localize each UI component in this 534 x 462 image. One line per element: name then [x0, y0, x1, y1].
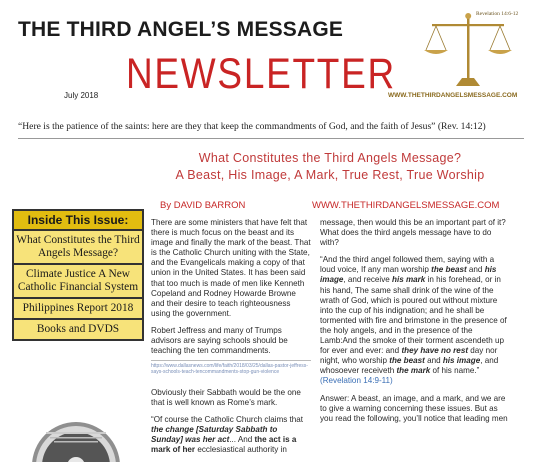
scales-label: Revelation 14:6-12 [476, 11, 518, 17]
scripture-reference: (Revelation 14:9-11) [320, 376, 393, 386]
paragraph: Robert Jeffress and many of Trumps advisors are saying schools should be teaching the ten commandments. [151, 325, 288, 356]
article-column-1 [151, 218, 311, 462]
headline-line-1: What Constitutes the Third Angels Message? [198, 151, 462, 165]
article-link[interactable]: https://www.dallasnews.com/life/faith/2018/03/25/dallas-pastor-jeffress-says-schools-teach-tencommandments-stop-gun-violence [151, 363, 308, 376]
paragraph: “Of course the Catholic Church claims that the change [Saturday Sabbath to Sunday] was her act... And the act is a mark of her ecclesiastical authority in [151, 414, 304, 455]
scripture-verse: “Here is the patience of the saints: here are they that keep the commandments of God, and the faith of Jesus” (Rev. 14:12) [18, 121, 486, 132]
masthead-title: THE THIRD ANGEL’S MESSAGE [18, 18, 344, 41]
paragraph: Obviously their Sabbath would be the one that is well known as Rome’s mark. [151, 387, 301, 407]
paragraph: Answer: A beast, an image, and a mark, and we are to give a warning concerning these issues. But as you read the following, you’ll notice that leading men [320, 393, 508, 423]
paragraph: There are some ministers that have felt that there is much focus on the beast and its image and finally the mark of the beast. That is the Catholic Church uniting with the State, and the Evangelicals making a copy of that union in the United States. It has been said that too much is made of men like Kenneth Copeland and Rodney Howarde Browne and their desire to teach righteousness using the government. [151, 218, 311, 318]
scales-of-justice-icon [418, 6, 518, 92]
headline-line-2: A Beast, His Image, A Mark, True Rest, True Worship [175, 168, 485, 182]
newsletter-title: NEWSLETTER [126, 50, 396, 98]
divider [18, 138, 524, 139]
byline-website[interactable]: WWW.THETHIRDANGELSMESSAGE.COM [312, 200, 500, 211]
issue-item[interactable]: Books and DVDS [14, 320, 142, 339]
issue-item[interactable]: Philippines Report 2018 [14, 299, 142, 320]
inside-this-issue-box [12, 209, 144, 341]
dvd-disc-image [16, 418, 136, 462]
issue-item[interactable]: What Constitutes the Third Angels Message? [14, 231, 142, 265]
article-column-2 [320, 218, 508, 431]
paragraph: message, then would this be an important part of it? What does the third angels message have to do with? [320, 218, 506, 248]
issue-item[interactable]: Climate Justice A New Catholic Financial System [14, 265, 142, 299]
byline-author: By DAVID BARRON [160, 200, 246, 211]
website-url[interactable]: WWW.THETHIRDANGELSMESSAGE.COM [388, 92, 518, 99]
divider [151, 360, 311, 361]
issue-date: July 2018 [64, 91, 99, 100]
box-title: Inside This Issue: [14, 211, 142, 231]
scripture-quote: “And the third angel followed them, saying with a loud voice, If any man worship the beast and his image, and receive his mark in his forehead, or in his hand, The same shall drink of the wine of the wrath of God, which is poured out without mixture into the cup of his indignation; and he shall be tormented with fire and brimstone in the presence of the holy angels, and in the presence of the Lamb:And the smoke of their torment ascendeth up for ever and ever: and they have no rest day nor night, who worship the beast and his image, and whosoever receiveth the mark of his name.” (Revelation 14:9-11) [320, 255, 507, 386]
